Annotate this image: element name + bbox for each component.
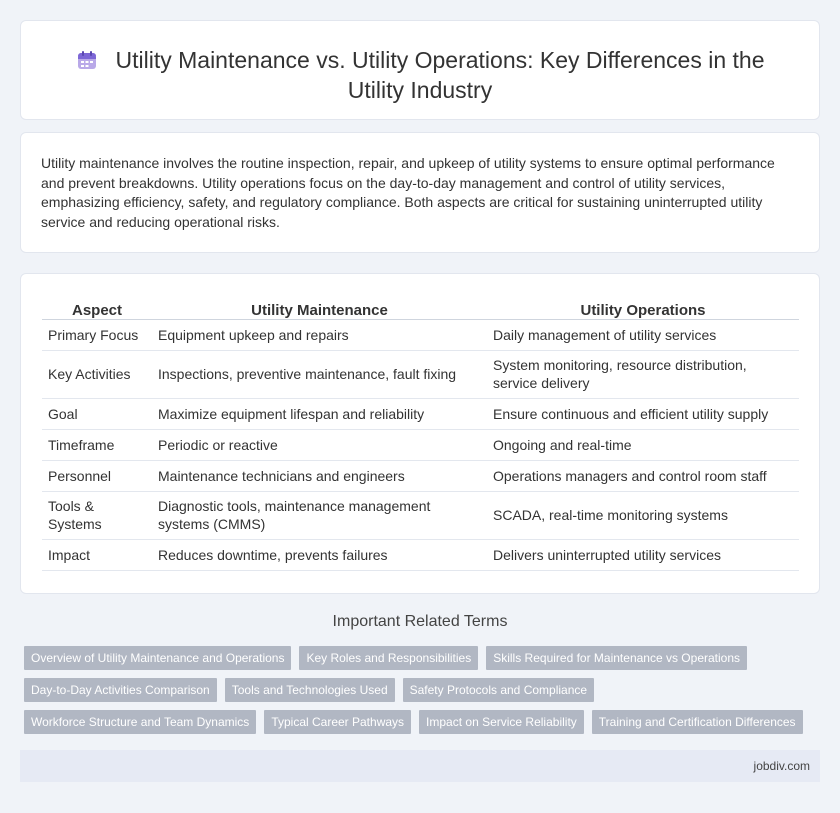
operations-cell: Daily management of utility services [487, 319, 799, 350]
maintenance-cell: Diagnostic tools, maintenance management systems (CMMS) [152, 491, 487, 539]
aspect-cell: Personnel [42, 460, 152, 491]
page-title-wrap [61, 45, 779, 105]
maintenance-cell: Maximize equipment lifespan and reliability [152, 398, 487, 429]
operations-cell: Operations managers and control room staff [487, 460, 799, 491]
tag-row [24, 678, 820, 702]
related-term-tag[interactable]: Typical Career Pathways [264, 710, 411, 734]
related-term-tag[interactable]: Day-to-Day Activities Comparison [24, 678, 217, 702]
tag-row [24, 710, 820, 734]
operations-cell: System monitoring, resource distribution, service delivery [487, 350, 799, 398]
operations-cell: SCADA, real-time monitoring systems [487, 491, 799, 539]
maintenance-cell: Maintenance technicians and engineers [152, 460, 487, 491]
tag-row [24, 646, 820, 670]
table-header-row [42, 297, 799, 319]
footer [20, 750, 820, 782]
title-card [20, 20, 820, 120]
comparison-table [42, 297, 799, 571]
maintenance-cell: Equipment upkeep and repairs [152, 319, 487, 350]
table-row [42, 539, 799, 570]
related-term-tag[interactable]: Training and Certification Differences [592, 710, 803, 734]
aspect-cell: Goal [42, 398, 152, 429]
footer-site-link[interactable]: jobdiv.com [753, 759, 810, 773]
related-term-tag[interactable]: Overview of Utility Maintenance and Operations [24, 646, 291, 670]
intro-paragraph: Utility maintenance involves the routine inspection, repair, and upkeep of utility systems to ensure optimal performance and prevent breakdowns. Utility operations focus on the day-to-day management and control of utility services, emphasizing efficiency, safety, and regulatory compliance. Both aspects are critical for sustaining uninterrupted utility service and reducing operational risks. [41, 155, 775, 230]
related-terms-title: Important Related Terms [332, 613, 508, 630]
intro-card [20, 132, 820, 253]
header-aspect: Aspect [42, 297, 152, 319]
table-row [42, 319, 799, 350]
aspect-cell: Primary Focus [42, 319, 152, 350]
aspect-cell: Key Activities [42, 350, 152, 398]
aspect-cell: Timeframe [42, 429, 152, 460]
header-maintenance: Utility Maintenance [152, 297, 487, 319]
table-row [42, 398, 799, 429]
related-term-tag[interactable]: Impact on Service Reliability [419, 710, 584, 734]
operations-cell: Ongoing and real-time [487, 429, 799, 460]
table-row [42, 350, 799, 398]
related-terms-tags [24, 646, 820, 742]
header-operations: Utility Operations [487, 297, 799, 319]
related-term-tag[interactable]: Skills Required for Maintenance vs Operations [486, 646, 747, 670]
table-row [42, 460, 799, 491]
related-term-tag[interactable]: Tools and Technologies Used [225, 678, 395, 702]
comparison-card [20, 273, 820, 594]
maintenance-cell: Reduces downtime, prevents failures [152, 539, 487, 570]
operations-cell: Delivers uninterrupted utility services [487, 539, 799, 570]
aspect-cell: Tools & Systems [42, 491, 152, 539]
related-term-tag[interactable]: Key Roles and Responsibilities [299, 646, 478, 670]
related-term-tag[interactable]: Workforce Structure and Team Dynamics [24, 710, 256, 734]
page-title: Utility Maintenance vs. Utility Operations: Key Differences in the Utility Industry [115, 47, 765, 103]
aspect-cell: Impact [42, 539, 152, 570]
maintenance-cell: Periodic or reactive [152, 429, 487, 460]
calendar-icon [76, 48, 98, 70]
table-row [42, 429, 799, 460]
operations-cell: Ensure continuous and efficient utility supply [487, 398, 799, 429]
maintenance-cell: Inspections, preventive maintenance, fault fixing [152, 350, 487, 398]
related-term-tag[interactable]: Safety Protocols and Compliance [403, 678, 594, 702]
table-row [42, 491, 799, 539]
